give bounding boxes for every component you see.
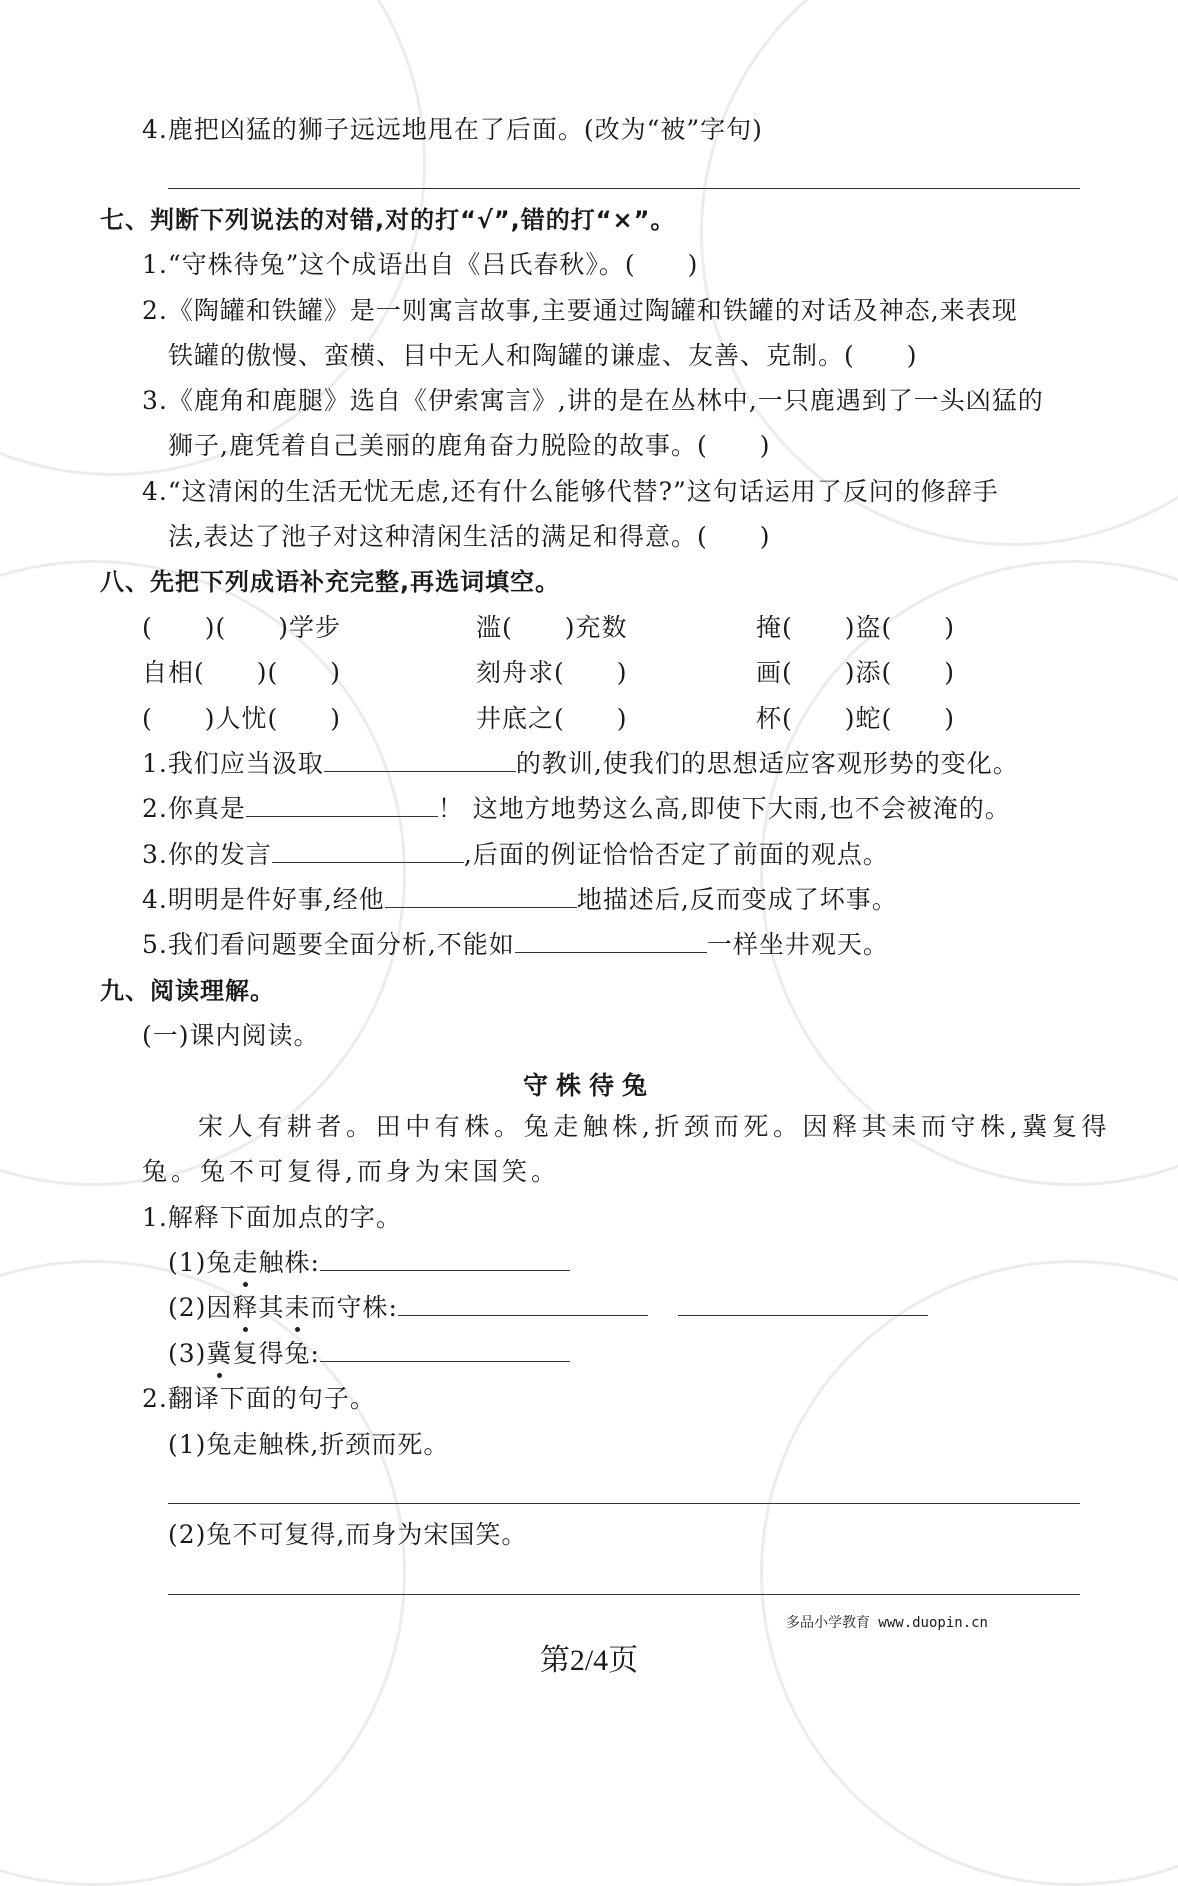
q2-item2: (2)兔不可复得,而身为宋国笑。 — [168, 1520, 528, 1549]
dotted-char: 走 — [232, 1248, 259, 1277]
s7-item2a: 2.《陶罐和铁罐》是一则寓言故事,主要通过陶罐和铁罐的对话及神态,来表现 — [142, 296, 1018, 325]
s7-item4a: 4.“这清闲的生活无忧无虑,还有什么能够代替?”这句话运用了反问的修辞手 — [142, 477, 999, 506]
s7-item2b: 铁罐的傲慢、蛮横、目中无人和陶罐的谦虚、友善、克制。( ) — [168, 341, 918, 370]
fill-2 — [142, 794, 1011, 824]
q1-2-pre: (2)因 — [168, 1293, 233, 1322]
q1-1-post: 触株: — [258, 1248, 320, 1277]
idiom-8: 井底之( ) — [476, 704, 628, 733]
q2-heading: 2.翻译下面的句子。 — [142, 1384, 376, 1413]
idiom-6: 画( )添( ) — [756, 658, 956, 687]
q1-item2 — [168, 1293, 928, 1323]
answer-blank[interactable] — [398, 1293, 648, 1316]
q1-item1 — [168, 1248, 570, 1278]
answer-line[interactable] — [168, 188, 1080, 189]
section7-heading: 七、判断下列说法的对错,对的打“√”,错的打“×”。 — [100, 206, 676, 234]
idiom-4: 自相( )( ) — [142, 658, 342, 687]
section9-heading: 九、阅读理解。 — [100, 977, 275, 1005]
fill-4-pre: 4.明明是件好事,经他 — [142, 885, 385, 914]
passage-line1: 宋人有耕者。田中有株。兔走触株,折颈而死。因释其耒而守株,冀复得 — [198, 1112, 1112, 1141]
fill-1 — [142, 749, 1019, 779]
passage-title: 守株待兔 — [522, 1071, 655, 1100]
q1-heading: 1.解释下面加点的字。 — [142, 1203, 402, 1232]
fill-3-post: ,后面的例证恰恰否定了前面的观点。 — [463, 840, 889, 869]
fill-blank[interactable] — [272, 840, 464, 863]
answer-blank[interactable] — [678, 1293, 928, 1316]
answer-line[interactable] — [168, 1503, 1080, 1504]
q1-3-post: 复得兔: — [232, 1339, 320, 1368]
fill-blank[interactable] — [515, 930, 707, 953]
footer-site: 多品小学教育 www.duopin.cn — [785, 1615, 988, 1631]
dotted-char: 释 — [232, 1293, 259, 1322]
idiom-9: 杯( )蛇( ) — [756, 704, 956, 733]
fill-5 — [142, 930, 889, 960]
fill-3-pre: 3.你的发言 — [142, 840, 272, 869]
watermark-circle — [760, 1260, 1178, 1886]
fill-4 — [142, 885, 898, 915]
fill-2-post: ！ 这地方地势这么高,即使下大雨,也不会被淹的。 — [437, 794, 1011, 823]
answer-blank[interactable] — [320, 1248, 570, 1271]
fill-blank[interactable] — [324, 749, 516, 772]
fill-3 — [142, 840, 889, 870]
answer-line[interactable] — [168, 1594, 1080, 1595]
idiom-5: 刻舟求( ) — [476, 658, 628, 687]
section8-heading: 八、先把下列成语补充完整,再选词填空。 — [100, 568, 561, 596]
passage-line2: 兔。兔不可复得,而身为宋国笑。 — [142, 1157, 560, 1186]
s7-item3b: 狮子,鹿凭着自己美丽的鹿角奋力脱险的故事。( ) — [168, 431, 771, 460]
idiom-3: 掩( )盗( ) — [756, 613, 956, 642]
s7-item3a: 3.《鹿角和鹿腿》选自《伊索寓言》,讲的是在丛林中,一只鹿遇到了一头凶猛的 — [142, 386, 1044, 415]
fill-1-post: 的教训,使我们的思想适应客观形势的变化。 — [515, 749, 1019, 778]
dotted-char: 冀 — [206, 1339, 233, 1368]
reading-sub: (一)课内阅读。 — [142, 1021, 320, 1050]
watermark-circle — [700, 0, 1178, 546]
q6-item4: 4.鹿把凶猛的狮子远远地甩在了后面。(改为“被”字句) — [142, 115, 763, 144]
q1-3-pre: (3) — [168, 1339, 207, 1368]
dotted-char: 耒 — [284, 1293, 311, 1322]
page-number: 第2/4页 — [539, 1644, 639, 1677]
s7-item4b: 法,表达了池子对这种清闲生活的满足和得意。( ) — [168, 522, 771, 551]
idiom-1: ( )( )学步 — [142, 613, 342, 642]
s7-item1: 1.“守株待兔”这个成语出自《吕氏春秋》。( ) — [142, 250, 699, 279]
fill-5-pre: 5.我们看问题要全面分析,不能如 — [142, 930, 515, 959]
q1-2-mid: 其 — [258, 1293, 285, 1322]
q1-1-pre: (1)兔 — [168, 1248, 233, 1277]
fill-blank[interactable] — [385, 885, 577, 908]
q1-item3 — [168, 1339, 570, 1369]
answer-blank[interactable] — [320, 1339, 570, 1362]
fill-blank[interactable] — [246, 794, 438, 817]
idiom-7: ( )人忧( ) — [142, 704, 342, 733]
fill-1-pre: 1.我们应当汲取 — [142, 749, 324, 778]
q2-item1: (1)兔走触株,折颈而死。 — [168, 1430, 450, 1459]
fill-5-post: 一样坐井观天。 — [706, 930, 889, 959]
q1-2-post: 而守株: — [310, 1293, 398, 1322]
fill-4-post: 地描述后,反而变成了坏事。 — [576, 885, 898, 914]
idiom-2: 滥( )充数 — [476, 613, 628, 642]
fill-2-pre: 2.你真是 — [142, 794, 246, 823]
